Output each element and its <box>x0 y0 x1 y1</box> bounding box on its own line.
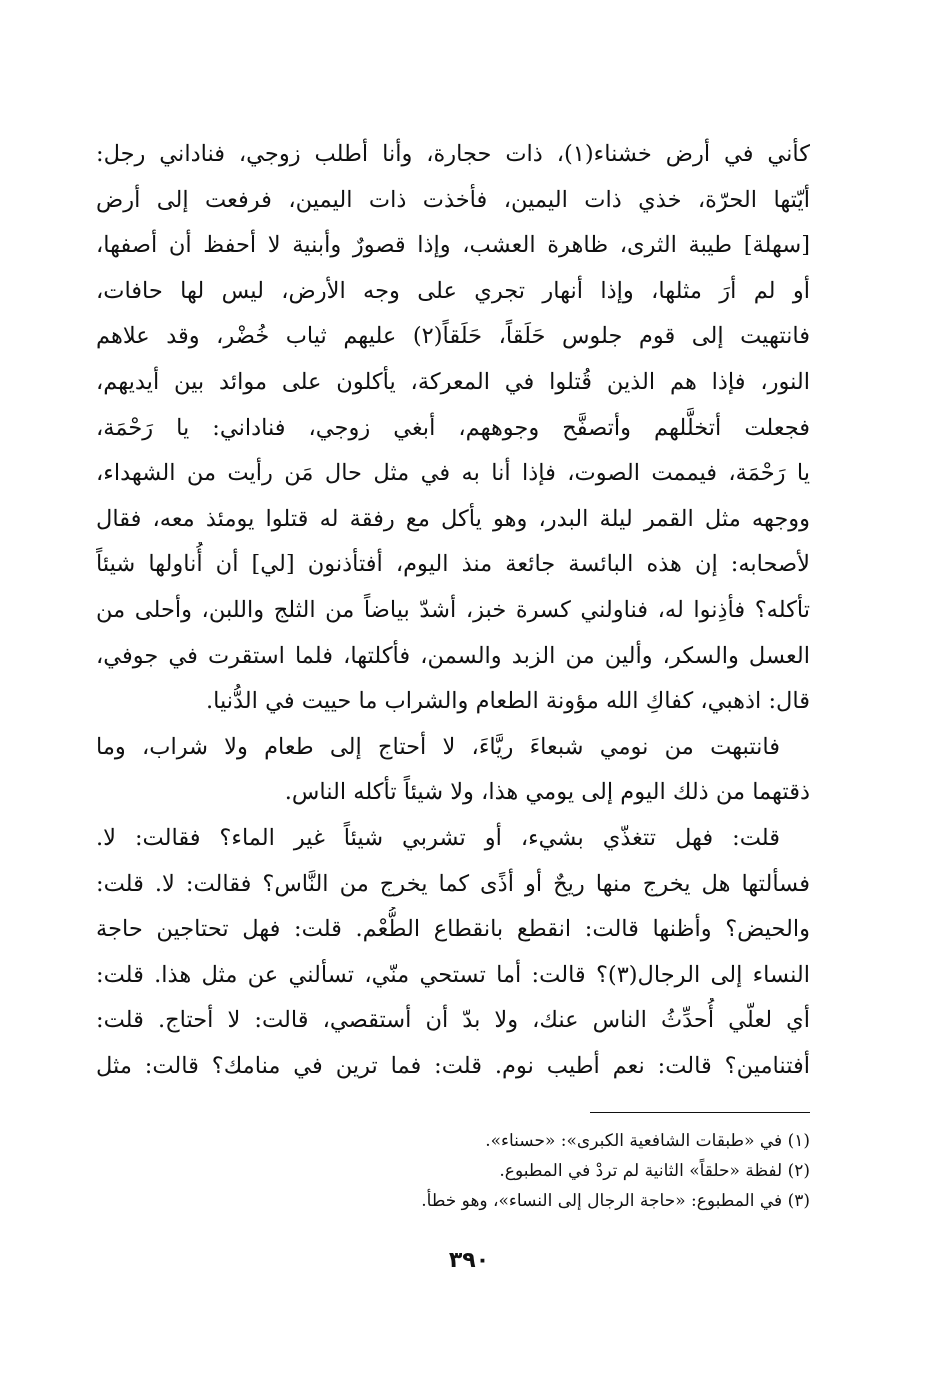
text-line: قال: اذهبي، كفاكِ الله مؤونة الطعام والشراب ما حييت في الدُّنيا. <box>205 688 810 715</box>
footnotes <box>96 1126 810 1216</box>
main-text <box>96 132 810 1089</box>
text-line: والحيض؟ وأظنها قالت: انقطع بانقطاع الطُّعْم. قلت: فهل تحتاجين حاجة <box>96 916 810 943</box>
footnote: (١) في «طبقات الشافعية الكبرى»: «حسناء». <box>485 1131 810 1151</box>
text-line: ووجهه مثل القمر ليلة البدر، وهو يأكل مع رفقة له قتلوا يومئذ معه، فقال <box>96 505 810 532</box>
footnote-separator <box>590 1112 810 1113</box>
text-line: أفتنامين؟ قالت: نعم أطيب نوم. قلت: فما ترين في منامك؟ قالت: مثل <box>96 1052 810 1079</box>
text-line: تأكله؟ فأذِنوا له، فناولني كسرة خبز، أشدّ بياضاً من الثلج واللبن، وأحلى من <box>96 596 810 623</box>
text-line: فانتهيت إلى قوم جلوس حَلَقاً، حَلَقاً(٢) عليهم ثياب خُضْر، وقد علاهم <box>96 323 810 350</box>
text-line: كأني في أرض خشناء(١)، ذات حجارة، وأنا أطلب زوجي، فناداني رجل: <box>96 141 810 167</box>
text-line: النساء إلى الرجال(٣)؟ قالت: أما تستحي منّي، تسألني عن مثل هذا. قلت: <box>96 961 810 988</box>
page-number: ٣٩٠ <box>448 1248 490 1273</box>
text-line: فانتبهت من نومي شبعاءَ ريَّاءَ، لا أحتاج إلى طعام ولا شراب، وما <box>96 733 780 760</box>
footnote: (٢) لفظة «حلقاً» الثانية لم تردْ في المطبوع. <box>499 1161 810 1181</box>
text-line: فسألتها هل يخرج منها ريحٌ أو أذًى كما يخرج من النَّاس؟ فقالت: لا. قلت: <box>96 870 810 897</box>
text-line: قلت: فهل تتغذّي بشيء، أو تشربي شيئاً غير الماء؟ فقالت: لا. <box>96 824 780 851</box>
text-line: أي لعلّي أُحدِّثُ الناس عنك، ولا بدّ أن أستقصي، قالت: لا أحتاج. قلت: <box>96 1007 810 1034</box>
footnote: (٣) في المطبوع: «حاجة الرجال إلى النساء»، وهو خطأ. <box>421 1191 810 1211</box>
text-line: يا رَحْمَة، فيممت الصوت، فإذا أنا به في مثل حال مَن رأيت من الشهداء، <box>96 460 810 487</box>
text-line: [سهلة] طيبة الثرى، ظاهرة العشب، وإذا قصورٌ وأبنية لا أحفظ أن أصفها، <box>96 232 810 259</box>
text-line: النور، فإذا هم الذين قُتلوا في المعركة، يأكلون على موائد بين أيديهم، <box>96 368 810 395</box>
text-line: العسل والسكر، وألين من الزبد والسمن، فأكلتها، فلما استقرت في جوفي، <box>96 642 810 669</box>
text-line: لأصحابه: إن هذه البائسة جائعة منذ اليوم، أفتأذنون [لي] أن أُناولها شيئاً <box>96 551 810 578</box>
text-line: فجعلت أتخلَّلهم وأتصفَّح وجوههم، أبغي زوجي، فناداني: يا رَحْمَة، <box>96 414 810 441</box>
text-line: أو لم أرَ مثلها، وإذا أنهار تجري على وجه الأرض، ليس لها حافات، <box>96 277 810 304</box>
text-line: أيّتها الحرّة، خذي ذات اليمين، فأخذت ذات اليمين، فرفعت إلى أرض <box>96 186 810 213</box>
text-line: ذقتهما من ذلك اليوم إلى يومي هذا، ولا شيئاً تأكله الناس. <box>284 779 810 806</box>
